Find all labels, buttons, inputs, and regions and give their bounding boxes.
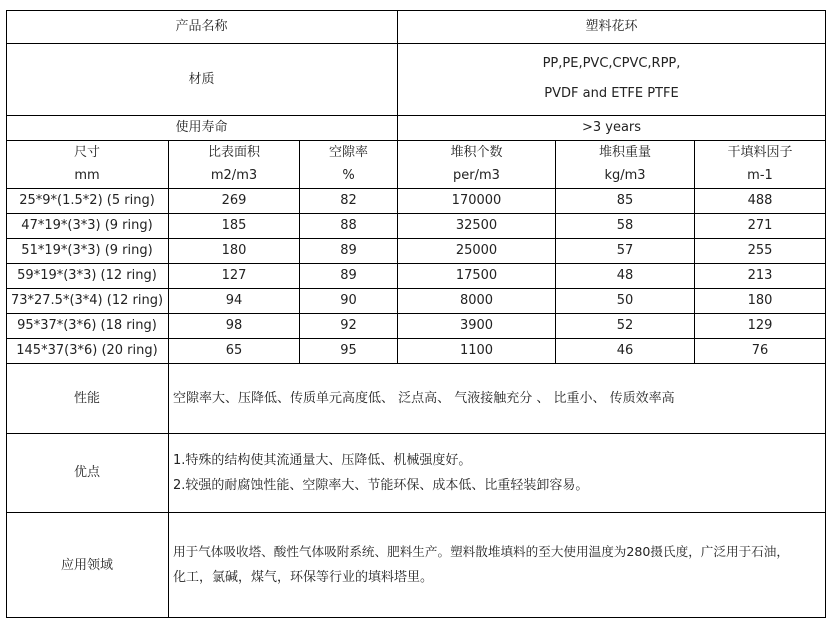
cell-surface-area: 65 bbox=[169, 338, 300, 363]
cell-weight: 52 bbox=[556, 313, 695, 338]
cell-size: 47*19*(3*3) (9 ring) bbox=[6, 213, 169, 238]
column-header bbox=[695, 140, 825, 188]
row-advantages bbox=[6, 433, 825, 512]
advantages-label: 优点 bbox=[6, 433, 169, 512]
table-row bbox=[6, 238, 825, 263]
application-text bbox=[169, 512, 825, 618]
cell-packing-factor: 180 bbox=[747, 293, 773, 308]
column-unit: per/m3 bbox=[453, 168, 500, 183]
cell-weight: 46 bbox=[556, 338, 695, 363]
cell-weight: 50 bbox=[556, 288, 695, 313]
cell-void-ratio: 95 bbox=[300, 338, 398, 363]
row-performance bbox=[6, 363, 825, 433]
cell-surface-area: 269 bbox=[169, 188, 300, 213]
spec-table-header bbox=[6, 140, 825, 188]
column-unit: kg/m3 bbox=[604, 168, 646, 183]
product-name-value: 塑料花环 bbox=[585, 19, 638, 34]
cell-surface-area: 127 bbox=[169, 263, 300, 288]
material-line-1: PP,PE,PVC,CPVC,RPP, bbox=[542, 56, 681, 71]
cell-weight: 85 bbox=[556, 188, 695, 213]
cell-weight: 58 bbox=[556, 213, 695, 238]
column-name: 干填料因子 bbox=[727, 145, 793, 160]
cell-count: 1100 bbox=[398, 338, 556, 363]
table-row bbox=[6, 188, 825, 213]
cell-void-ratio: 90 bbox=[300, 288, 398, 313]
cell-count: 25000 bbox=[398, 238, 556, 263]
row-product-name bbox=[6, 10, 825, 43]
cell-size: 145*37(3*6) (20 ring) bbox=[6, 338, 169, 363]
cell-weight: 57 bbox=[556, 238, 695, 263]
performance-text: 空隙率大、压降低、传质单元高度低、 泛点高、 气液接触充分 、 比重小、 传质效率高 bbox=[173, 390, 675, 406]
advantages-line-1: 1.特殊的结构使其流通量大、压降低、机械强度好。 bbox=[173, 452, 472, 468]
table-row bbox=[6, 313, 825, 338]
cell-size: 25*9*(1.5*2) (5 ring) bbox=[6, 188, 169, 213]
cell-surface-area: 98 bbox=[169, 313, 300, 338]
column-name: 比表面积 bbox=[207, 145, 260, 160]
column-unit: mm bbox=[74, 168, 100, 183]
service-life-value: >3 years bbox=[581, 120, 642, 135]
cell-surface-area: 185 bbox=[169, 213, 300, 238]
material-line-2: PVDF and ETFE PTFE bbox=[544, 86, 679, 101]
application-line-1: 用于气体吸收塔、酸性气体吸附系统、肥料生产。塑料散堆填料的至大使用温度为280摄氏度，广泛用于石油， bbox=[173, 544, 789, 559]
column-header bbox=[556, 140, 695, 188]
row-material bbox=[6, 43, 825, 115]
column-unit: % bbox=[342, 168, 355, 183]
column-name: 堆积重量 bbox=[598, 145, 651, 160]
column-unit: m-1 bbox=[747, 168, 773, 183]
cell-void-ratio: 92 bbox=[300, 313, 398, 338]
cell-void-ratio: 82 bbox=[300, 188, 398, 213]
cell-size: 73*27.5*(3*4) (12 ring) bbox=[6, 288, 169, 313]
application-line-2: 化工，氯碱，煤气，环保等行业的填料塔里。 bbox=[173, 570, 434, 585]
cell-weight: 48 bbox=[556, 263, 695, 288]
cell-count: 17500 bbox=[398, 263, 556, 288]
advantages-line-2: 2.较强的耐腐蚀性能、空隙率大、节能环保、成本低、比重轻装卸容易。 bbox=[173, 477, 589, 493]
column-unit: m2/m3 bbox=[210, 168, 258, 183]
cell-count: 170000 bbox=[398, 188, 556, 213]
row-application bbox=[6, 512, 825, 618]
cell-packing-factor: 129 bbox=[747, 318, 773, 333]
product-name-label: 产品名称 bbox=[6, 10, 398, 43]
cell-size: 95*37*(3*6) (18 ring) bbox=[6, 313, 169, 338]
row-service-life bbox=[6, 115, 825, 140]
cell-count: 8000 bbox=[398, 288, 556, 313]
table-row bbox=[6, 288, 825, 313]
cell-count: 3900 bbox=[398, 313, 556, 338]
cell-packing-factor: 213 bbox=[747, 268, 773, 283]
table-row bbox=[6, 213, 825, 238]
column-name: 堆积个数 bbox=[450, 145, 503, 160]
column-header bbox=[6, 140, 169, 188]
cell-void-ratio: 89 bbox=[300, 238, 398, 263]
cell-void-ratio: 88 bbox=[300, 213, 398, 238]
cell-count: 32500 bbox=[398, 213, 556, 238]
material-label: 材质 bbox=[6, 43, 398, 115]
application-label: 应用领域 bbox=[6, 512, 169, 618]
column-header bbox=[398, 140, 556, 188]
performance-label: 性能 bbox=[6, 363, 169, 433]
cell-packing-factor: 76 bbox=[751, 343, 769, 358]
cell-size: 59*19*(3*3) (12 ring) bbox=[6, 263, 169, 288]
column-name: 尺寸 bbox=[73, 145, 100, 160]
cell-surface-area: 180 bbox=[169, 238, 300, 263]
cell-packing-factor: 271 bbox=[747, 218, 773, 233]
cell-void-ratio: 89 bbox=[300, 263, 398, 288]
column-name: 空隙率 bbox=[328, 145, 368, 160]
cell-surface-area: 94 bbox=[169, 288, 300, 313]
cell-size: 51*19*(3*3) (9 ring) bbox=[6, 238, 169, 263]
table-row bbox=[6, 338, 825, 363]
cell-packing-factor: 488 bbox=[747, 193, 773, 208]
cell-packing-factor: 255 bbox=[747, 243, 773, 258]
column-header bbox=[169, 140, 300, 188]
service-life-label: 使用寿命 bbox=[6, 115, 398, 140]
table-row bbox=[6, 263, 825, 288]
material-value bbox=[398, 43, 825, 115]
column-header bbox=[300, 140, 398, 188]
advantages-text bbox=[169, 433, 825, 512]
